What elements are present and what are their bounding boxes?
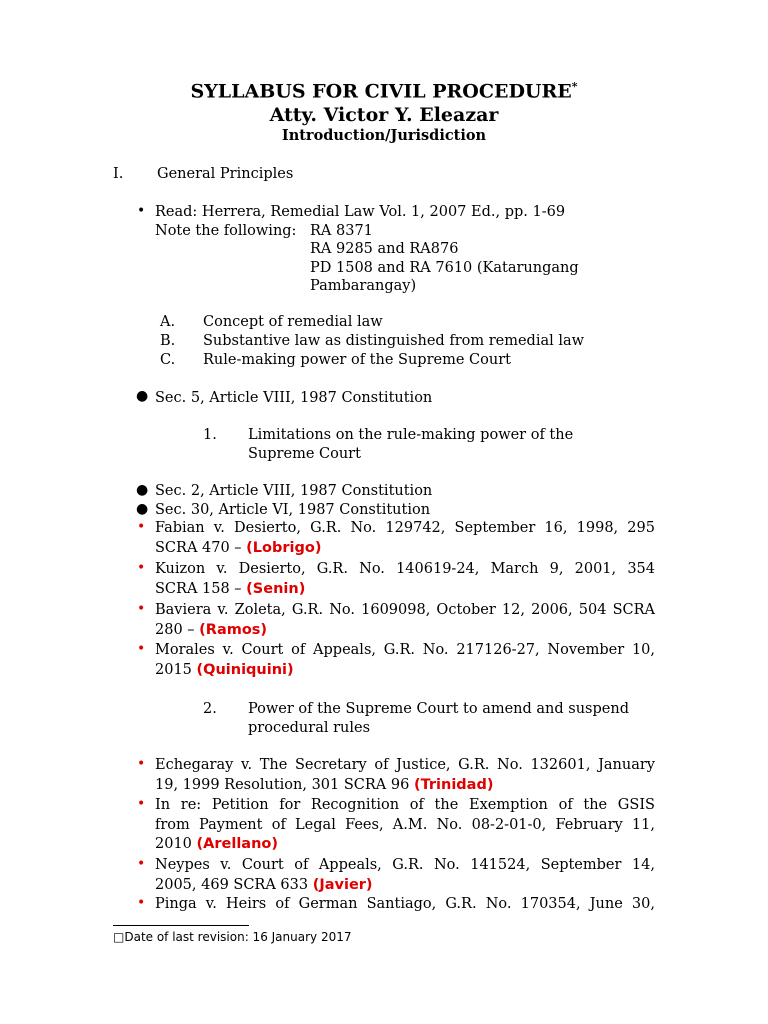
bullet-icon: • [137,796,146,812]
case-citation: Fabian v. Desierto, G.R. No. 129742, September 16, 1998, 295 SCRA 470 – (Lobrigo) [155,520,655,556]
note-item: RA 8371 [310,223,373,239]
bullet-icon: • [137,203,146,219]
document-title: SYLLABUS FOR CIVIL PROCEDURE* [190,80,578,103]
section-title: General Principles [157,166,294,182]
note-item: RA 9285 and RA876 [310,241,459,257]
constitution-reference: Sec. 30, Article VI, 1987 Constitution [155,502,431,518]
constitution-reference: Sec. 5, Article VIII, 1987 Constitution [155,390,433,406]
subtopic-letter: A. [160,314,176,330]
item-number: 2. [203,701,217,717]
bullet-icon: • [137,856,146,872]
footnote-divider [113,925,249,926]
item-title-cont: procedural rules [248,720,371,736]
note-label: Note the following: [155,223,297,239]
assigned-reporter: (Trinidad) [413,776,494,793]
bullet-icon: • [137,560,146,576]
bullet-icon: • [137,756,146,772]
assigned-reporter: (Lobrigo) [246,539,322,556]
item-title-cont: Supreme Court [248,446,361,462]
author-name: Atty. Victor Y. Eleazar [269,104,499,126]
bullet-icon: • [137,601,146,617]
bullet-icon: • [137,519,146,535]
item-title: Power of the Supreme Court to amend and suspend [248,701,629,717]
bullet-icon: • [137,895,146,911]
subtopic-letter: C. [160,352,176,368]
subtopic-letter: B. [160,333,176,349]
footnote: □Date of last revision: 16 January 2017 [113,930,352,944]
subtopic-text: Concept of remedial law [203,314,383,330]
item-number: 1. [203,427,217,443]
case-citation: Baviera v. Zoleta, G.R. No. 1609098, October 12, 2006, 504 SCRA 280 – (Ramos) [155,602,655,638]
assigned-reporter: (Ramos) [199,621,268,638]
case-citation: Morales v. Court of Appeals, G.R. No. 217126-27, November 10, 2015 (Quiniquini) [155,642,655,678]
note-item: Pambarangay) [310,278,417,294]
item-title: Limitations on the rule-making power of the [248,427,574,443]
subtopic-text: Substantive law as distinguished from remedial law [203,333,585,349]
assigned-reporter: (Javier) [312,876,373,893]
section-number: I. [113,166,124,182]
bullet-icon: ● [136,501,149,517]
assigned-reporter: (Quiniquini) [196,661,294,678]
case-citation: In re: Petition for Recognition of the Exemption of the GSIS from Payment of Legal Fees, A.M. No. 08-2-01-0, February 11, 2010 (Arellano) [155,797,655,852]
assigned-reporter: (Senin) [246,580,306,597]
note-item: PD 1508 and RA 7610 (Katarungang [310,260,579,276]
bullet-icon: ● [136,388,149,404]
subtopic-text: Rule-making power of the Supreme Court [203,352,511,368]
case-citation: Neypes v. Court of Appeals, G.R. No. 141524, September 14, 2005, 469 SCRA 633 (Javier) [155,857,655,893]
bullet-icon: ● [136,482,149,498]
bullet-icon: • [137,641,146,657]
case-citation: Echegaray v. The Secretary of Justice, G.R. No. 132601, January 19, 1999 Resolution, 301 SCRA 96 (Trinidad) [155,757,655,793]
document-subtitle: Introduction/Jurisdiction [281,127,487,144]
constitution-reference: Sec. 2, Article VIII, 1987 Constitution [155,483,433,499]
read-line: Read: Herrera, Remedial Law Vol. 1, 2007 Ed., pp. 1-69 [155,204,566,220]
case-citation: Pinga v. Heirs of German Santiago, G.R. No. 170354, June 30, [155,896,655,912]
footnote-mark: □ [113,930,125,944]
case-citation: Kuizon v. Desierto, G.R. No. 140619-24, March 9, 2001, 354 SCRA 158 – (Senin) [155,561,655,597]
assigned-reporter: (Arellano) [196,836,278,852]
